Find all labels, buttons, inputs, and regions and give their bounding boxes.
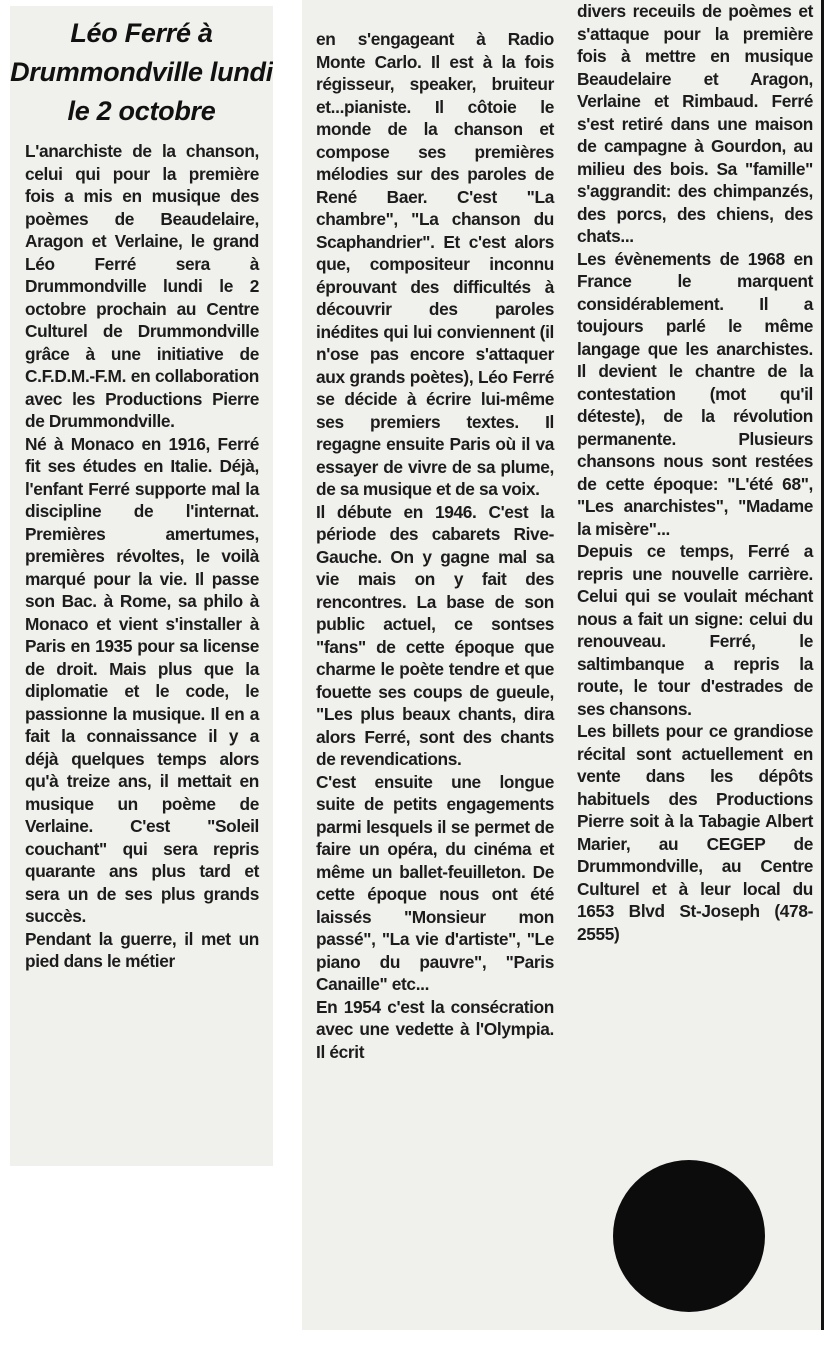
paragraph-biography: Né à Monaco en 1916, Ferré fit ses études en Italie. Déjà, l'enfant Ferré supporte mal la discipline de l'internat. Premières amertumes, premières révoltes, le voilà marqué pour la vie. Il passe son Bac. à Rome, sa philo à Monaco et vient s'installer à Paris en 1935 pour sa license de droit. Mais plus que la diplomatie et le code, le passionne la musique. Il en a fait la connaissance il y a déjà quelques temps alors qu'à treize ans, il mettait en musique un poème de Verlaine. C'est "Soleil couchant" qui sera repris quarante ans plus tard et sera un de ses plus grands succès.: [25, 433, 259, 926]
article-headline: Léo Ferré à Drummondville lundi le 2 octobre: [10, 18, 273, 126]
paragraph-intro: L'anarchiste de la chanson, celui qui pour la première fois a mis en musique des poèmes de Beaudelaire, Aragon et Verlaine, le grand Léo Ferré sera à Drummondville lundi le 2 octobre prochain au Centre Culturel de Drummondville grâce à une initiative de C.F.D.M.-F.M. en collaboration avec les Productions Pierre de Drummondville.: [25, 141, 259, 431]
paragraph-war: Pendant la guerre, il met un pied dans le métier: [25, 928, 259, 971]
paragraph-1968: Les évènements de 1968 en France le marquent considérablement. Il a toujours parlé le même langage que les anarchistes. Il devient le chantre de la contestation (mot qu'il déteste), de la révolution permanente. Plusieurs chansons nous sont restées de cette époque: "L'été 68", "Les anarchistes", "Madame la misère"...: [577, 248, 813, 539]
paragraph-debut: Il débute en 1946. C'est la période des cabarets Rive-Gauche. On y gagne mal sa vie mais on y fait des rencontres. La base de son public actuel, ce sontses "fans" de cette époque que charme le poète tendre et que fouette ses coups de gueule, "Les plus beaux chants, dira alors Ferré, sont des chants de revendications.: [316, 501, 554, 769]
black-dot-mark: [613, 1160, 765, 1312]
article-column-right: [568, 0, 824, 1330]
article-column-left: [10, 6, 273, 1166]
paragraph-renewal: Depuis ce temps, Ferré a repris une nouvelle carrière. Celui qui se voulait méchant nous a fait un signe: celui du renouveau. Ferré, le saltimbanque a repris la route, le tour d'estrades de ses chansons.: [577, 541, 813, 719]
paragraph-tickets: Les billets pour ce grandiose récital sont actuellement en vente dans les dépôts habituels des Productions Pierre soit à la Tabagie Albert Marier, au CEGEP de Drummondville, au Centre Culturel et à leur local du 1653 Blvd St-Joseph (478-2555): [577, 721, 813, 944]
paragraph-engagements: C'est ensuite une longue suite de petits engagements parmi lesquels il se permet de faire un opéra, du cinéma et même un ballet-feuilleton. De cette époque nous ont été laissés "Monsieur mon passé", "La vie d'artiste", "Le piano du pauvre", "Paris Canaille" etc...: [316, 771, 554, 994]
paragraph-radio: en s'engageant à Radio Monte Carlo. Il est à la fois régisseur, speaker, bruiteur et...pianiste. Il côtoie le monde de la chanson et compose ses premières mélodies sur des paroles de René Baer. C'est "La chambre", "La chanson du Scaphandrier". Et c'est alors que, compositeur inconnu éprouvant des difficultés à découvrir des paroles inédites qui lui conviennent (il n'ose pas encore s'attaquer aux grands poètes), Léo Ferré se décide à écrire lui-même ses premiers textes. Il regagne ensuite Paris où il va essayer de vivre de sa plume, de sa musique et de sa voix.: [316, 29, 554, 499]
article-column-middle: [302, 0, 568, 1330]
paragraph-olympia: En 1954 c'est la consécration avec une vedette à l'Olympia. Il écrit: [316, 996, 554, 1062]
paragraph-poems: divers receuils de poèmes et s'attaque pour la première fois à mettre en musique Beaudelaire et Aragon, Verlaine et Rimbaud. Ferré s'est retiré dans une maison de campagne à Gourdon, au milieu des bois. Sa "famille" s'aggrandit: des chimpanzés, des porcs, des chiens, des chats...: [577, 1, 813, 246]
